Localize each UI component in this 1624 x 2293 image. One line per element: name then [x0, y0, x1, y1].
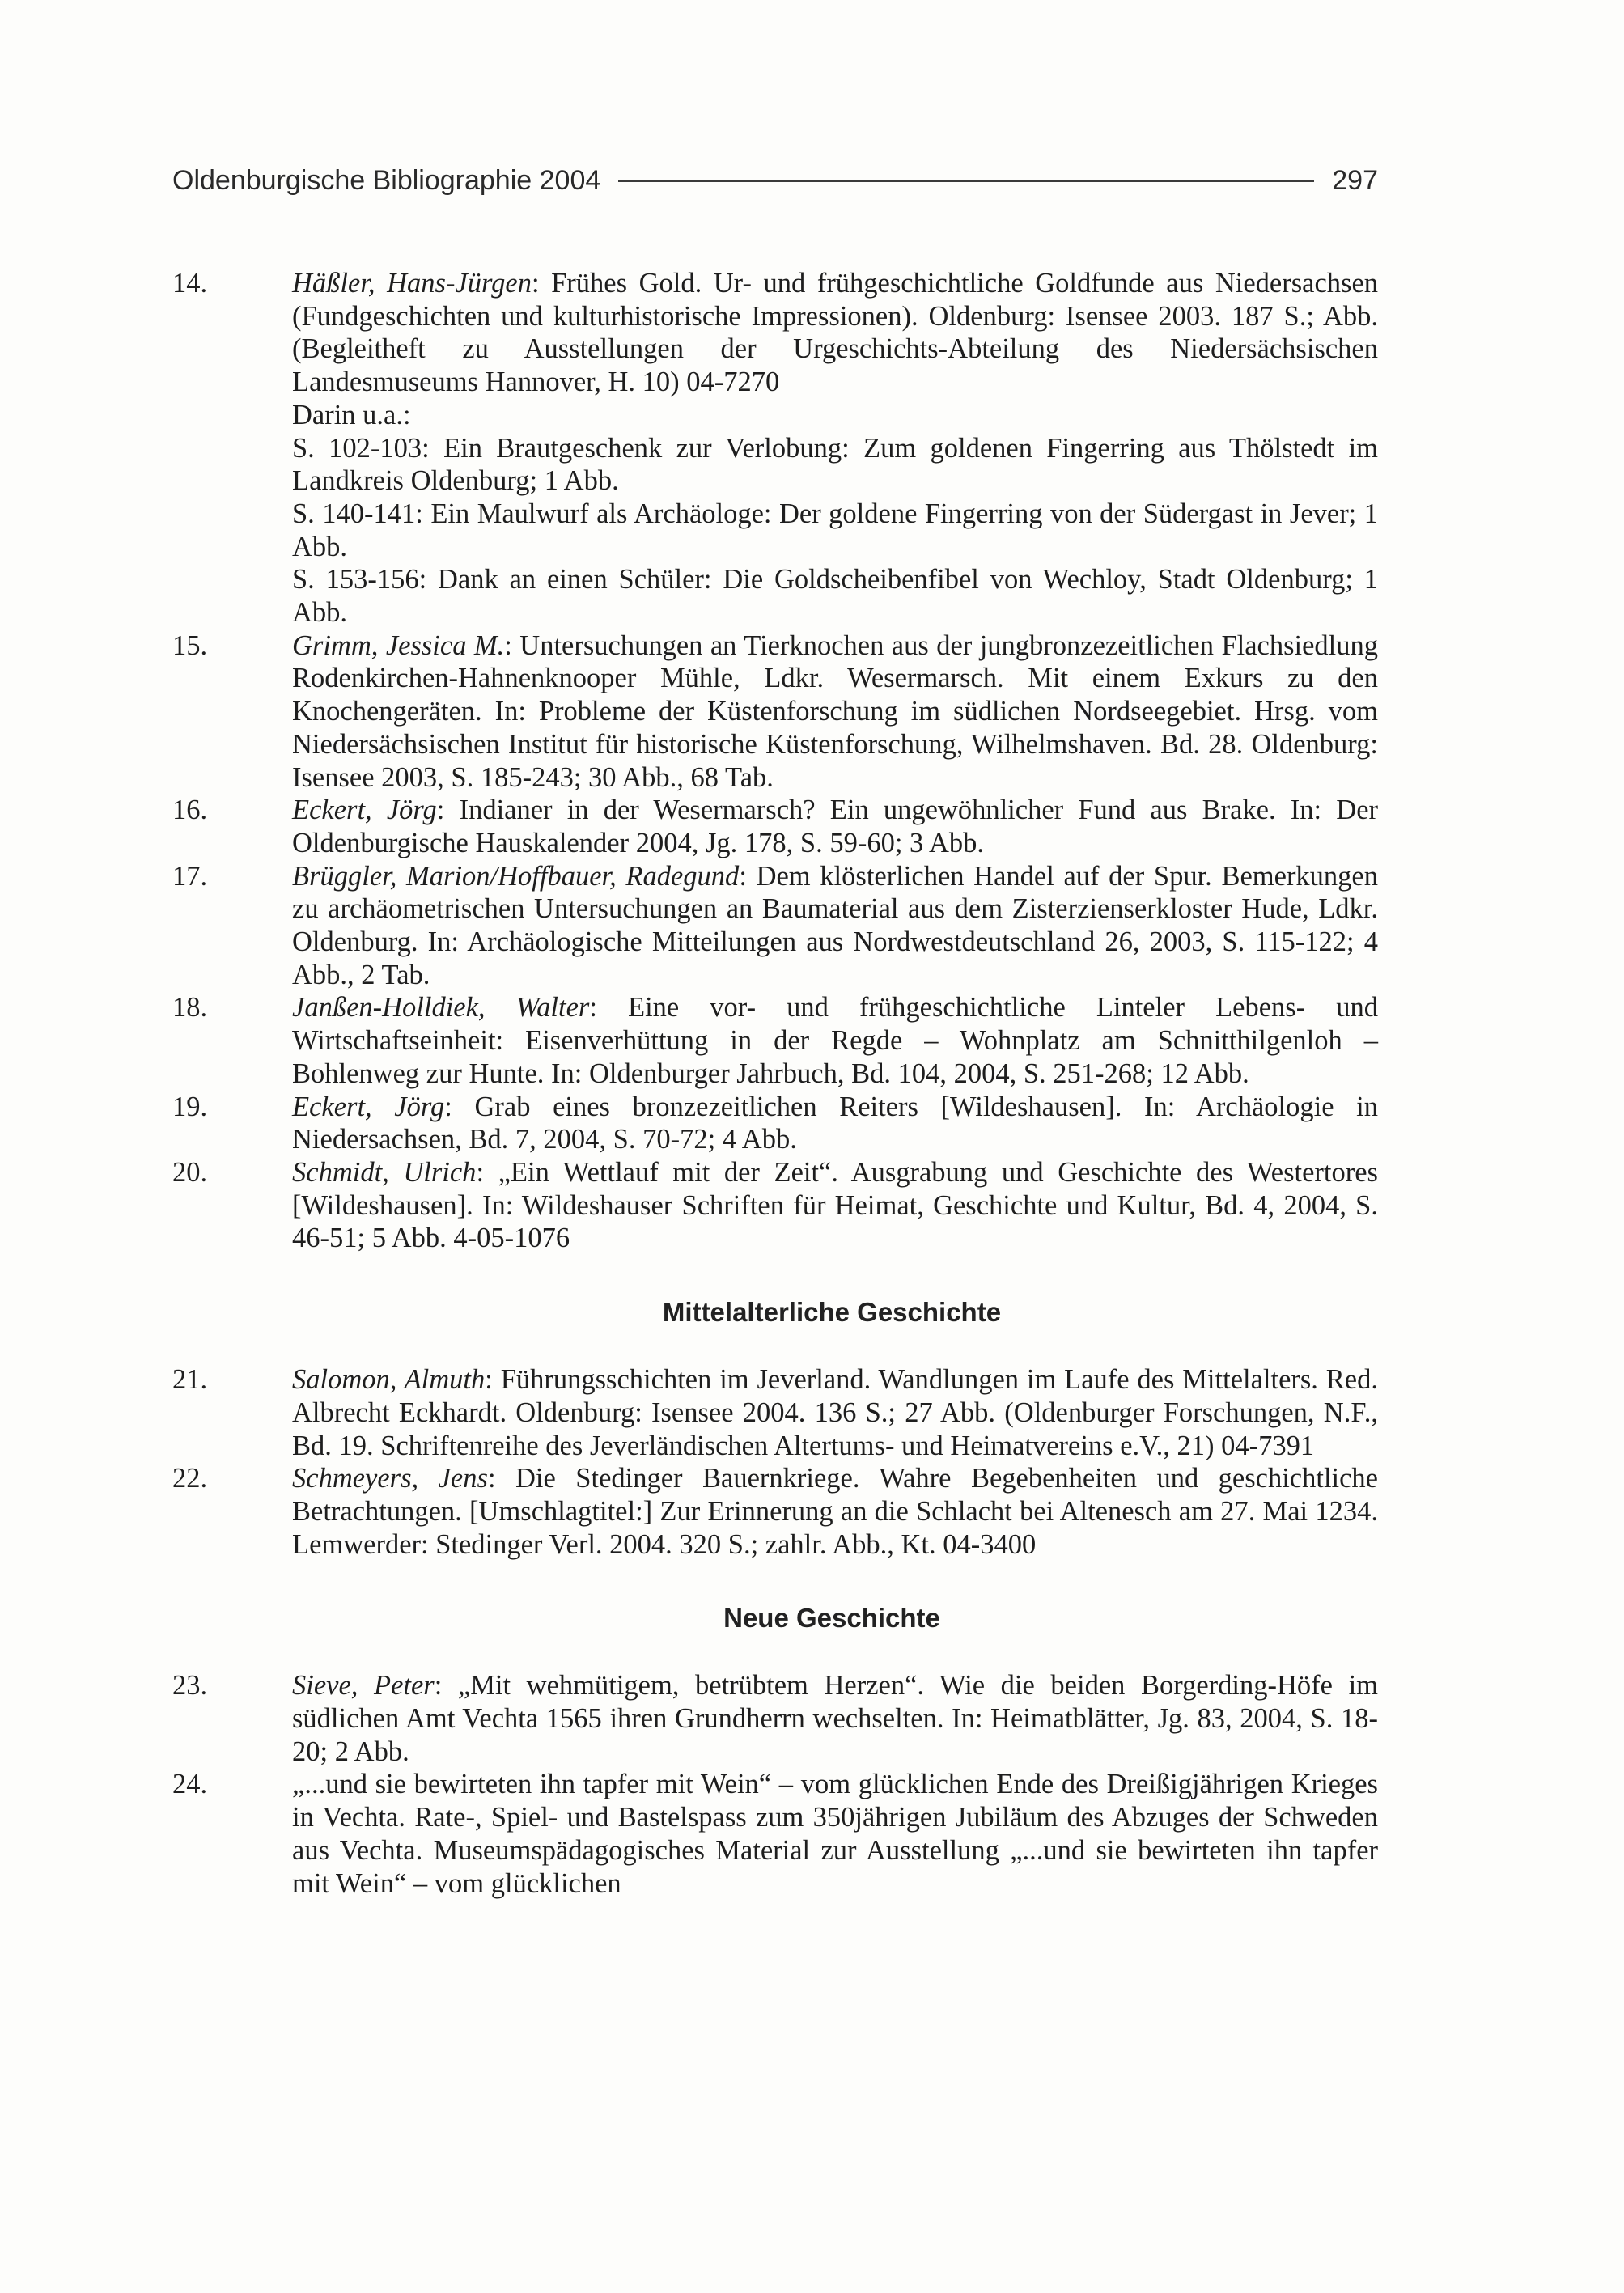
entry-body: [292, 860, 1378, 992]
entry-body: [292, 629, 1378, 795]
running-header: [172, 165, 1378, 197]
bibliography-entry: [172, 1363, 1378, 1462]
entry-number: 14.: [172, 268, 208, 299]
entry-author-separator: :: [444, 1091, 475, 1122]
entry-number: 23.: [172, 1670, 208, 1702]
entry-body: [292, 794, 1378, 859]
entry-author-separator: :: [504, 629, 520, 661]
entry-number: 15.: [172, 629, 208, 661]
entry-author-separator: :: [589, 992, 628, 1024]
bibliography-entry: [172, 794, 1378, 859]
entry-author: Häßler, Hans-Jürgen: [292, 268, 532, 299]
bibliography-entry: [172, 860, 1378, 992]
entry-group-modern: [172, 1669, 1378, 1900]
entry-body: [292, 991, 1378, 1090]
entry-citation: [292, 1462, 1378, 1561]
entry-body: [292, 267, 1378, 629]
section-heading-modern: Neue Geschichte: [723, 1603, 940, 1634]
entry-body: [292, 1091, 1378, 1156]
entry-text: „...und sie bewirteten ihn tapfer mit Wein“ – vom glücklichen Ende des Dreißigjährigen Krieges in Vechta. Rate-, Spiel- und Bastelspass zum 350jährigen Jubiläum des Abzuges der Schweden aus Vechta. Museumspädagogisches Material zur Ausstellung „...und sie bewirteten ihn tapfer mit Wein“ – vom glücklichen: [292, 1769, 1378, 1899]
entry-author: Eckert, Jörg: [292, 1091, 445, 1122]
entry-text: „Ein Wettlauf mit der Zeit“. Ausgrabung und Geschichte des Westertores [Wildeshausen]. In: Wildeshauser Schriften für Heimat, Geschichte und Kultur, Bd. 4, 2004, S. 46-51; 5 Abb. 4-05-1076: [292, 1156, 1378, 1254]
entry-author-separator: :: [434, 1670, 458, 1702]
bibliography-entry: [172, 1669, 1378, 1768]
entry-text: Grab eines bronzezeitlichen Reiters [Wildeshausen]. In: Archäologie in Niedersachsen, Bd. 7, 2004, S. 70-72; 4 Abb.: [292, 1091, 1378, 1155]
entry-body: [292, 1156, 1378, 1255]
entry-body: [292, 1669, 1378, 1768]
entry-text: Führungsschichten im Jeverland. Wandlungen im Laufe des Mittelalters. Red. Albrecht Eckhardt. Oldenburg: Isensee 2004. 136 S.; 27 Abb. (Oldenburger Forschungen, N.F., Bd. 19. Schriftenreihe des Jeverländischen Altertums- und Heimatvereins e.V., 21) 04-7391: [292, 1364, 1378, 1461]
page-number: 297: [1332, 165, 1378, 196]
entry-number: 19.: [172, 1091, 208, 1122]
entry-author: Sieve, Peter: [292, 1670, 435, 1702]
entry-citation: [292, 991, 1378, 1090]
entry-text: Untersuchungen an Tierknochen aus der jungbronzezeitlichen Flachsiedlung Rodenkirchen-Hahnenknooper Mühle, Ldkr. Wesermarsch. Mit einem Exkurs zu den Knochengeräten. In: Probleme der Küstenforschung im südlichen Nordseegebiet. Hrsg. vom Niedersächsischen Institut für historische Küstenforschung, Wilhelmshaven. Bd. 28. Oldenburg: Isensee 2003, S. 185-243; 30 Abb., 68 Tab.: [292, 629, 1378, 793]
entry-author: Janßen-Holldiek, Walter: [292, 992, 590, 1024]
entry-number: 21.: [172, 1364, 208, 1396]
entry-text: Eine vor- und frühgeschichtliche Linteler Lebens- und Wirtschaftseinheit: Eisenverhüttung in der Regde – Wohnplatz am Schnitthilgenloh – Bohlenweg zur Hunte. In: Oldenburger Jahrbuch, Bd. 104, 2004, S. 251-268; 12 Abb.: [292, 992, 1378, 1089]
entry-author-separator: :: [739, 860, 757, 892]
entry-body: [292, 1462, 1378, 1561]
entry-author: Eckert, Jörg: [292, 795, 437, 826]
entry-author-separator: :: [476, 1156, 498, 1188]
entry-author: Grimm, Jessica M.: [292, 629, 505, 661]
entry-citation: [292, 267, 1378, 399]
entry-text: Frühes Gold. Ur- und frühgeschichtliche Goldfunde aus Niedersachsen (Fundgeschichten und kulturhistorische Impressionen). Oldenburg: Isensee 2003. 187 S.; Abb. (Begleitheft zu Ausstellungen der Urgeschichts-Abteilung des Niedersächsischen Landesmuseums Hannover, H. 10) 04-7270: [292, 268, 1379, 398]
entry-citation: [292, 629, 1378, 795]
entry-subitem: Darin u.a.:: [292, 399, 411, 430]
header-rule: [618, 180, 1314, 182]
entry-number: 18.: [172, 992, 208, 1024]
bibliography-entries: [172, 267, 1378, 1900]
section-heading-medieval: Mittelalterliche Geschichte: [662, 1297, 1002, 1328]
entry-text: Dem klösterlichen Handel auf der Spur. Bemerkungen zu archäometrischen Untersuchungen an Baumaterial aus dem Zisterzienserkloster Hude, Ldkr. Oldenburg. In: Archäologische Mitteilungen aus Nordwestdeutschland 26, 2003, S. 115-122; 4 Abb., 2 Tab.: [292, 860, 1378, 990]
entry-group-prehistory: [172, 267, 1378, 1255]
entry-text: „Mit wehmütigem, betrübtem Herzen“. Wie die beiden Borgerding-Höfe im südlichen Amt Vechta 1565 ihren Grundherrn wechselten. In: Heimatblätter, Jg. 83, 2004, S. 18-20; 2 Abb.: [292, 1670, 1378, 1767]
bibliography-entry: [172, 629, 1378, 795]
entry-citation: [292, 860, 1378, 992]
entry-group-medieval: [172, 1363, 1378, 1561]
entry-subitem: S. 102-103: Ein Brautgeschenk zur Verlobung: Zum goldenen Fingerring aus Thölstedt im Landkreis Oldenburg; 1 Abb.: [292, 432, 1378, 497]
entry-author: Salomon, Almuth: [292, 1364, 486, 1396]
entry-author: Brüggler, Marion/Hoffbauer, Radegund: [292, 860, 740, 892]
entry-citation: [292, 1768, 1378, 1900]
entry-number: 20.: [172, 1156, 208, 1188]
entry-subitem: S. 140-141: Ein Maulwurf als Archäologe: Der goldene Fingerring von der Südergast in Jever; 1 Abb.: [292, 498, 1378, 562]
entry-number: 16.: [172, 795, 208, 826]
entry-text: Indianer in der Wesermarsch? Ein ungewöhnlicher Fund aus Brake. In: Der Oldenburgische Hauskalender 2004, Jg. 178, S. 59-60; 3 Abb.: [292, 795, 1379, 858]
entry-author-separator: :: [487, 1463, 516, 1494]
entry-citation: [292, 1363, 1378, 1462]
entry-author-separator: :: [436, 795, 460, 826]
entry-citation: [292, 1669, 1378, 1768]
entry-text: Die Stedinger Bauernkriege. Wahre Begebenheiten und geschichtliche Betrachtungen. [Umschlagtitel:] Zur Erinnerung an die Schlacht bei Altenesch am 27. Mai 1234. Lemwerder: Stedinger Verl. 2004. 320 S.; zahlr. Abb., Kt. 04-3400: [292, 1463, 1378, 1560]
entry-author-separator: :: [531, 268, 552, 299]
entry-number: 24.: [172, 1769, 208, 1800]
entry-body: [292, 1768, 1378, 1900]
entry-number: 17.: [172, 860, 208, 892]
entry-author-separator: :: [485, 1364, 501, 1396]
entry-citation: [292, 1091, 1378, 1156]
bibliography-entry: [172, 1462, 1378, 1561]
bibliography-entry: [172, 1156, 1378, 1255]
bibliography-entry: [172, 267, 1378, 629]
bibliography-entry: [172, 1091, 1378, 1156]
journal-title: Oldenburgische Bibliographie 2004: [172, 165, 601, 196]
bibliography-entry: [172, 1768, 1378, 1900]
entry-author: Schmidt, Ulrich: [292, 1156, 477, 1188]
entry-number: 22.: [172, 1463, 208, 1494]
entry-subitem: S. 153-156: Dank an einen Schüler: Die Goldscheibenfibel von Wechloy, Stadt Oldenburg; 1 Abb.: [292, 564, 1378, 629]
entry-citation: [292, 794, 1378, 859]
entry-author: Schmeyers, Jens: [292, 1463, 488, 1494]
entry-body: [292, 1363, 1378, 1462]
entry-citation: [292, 1156, 1378, 1255]
bibliography-entry: [172, 991, 1378, 1090]
